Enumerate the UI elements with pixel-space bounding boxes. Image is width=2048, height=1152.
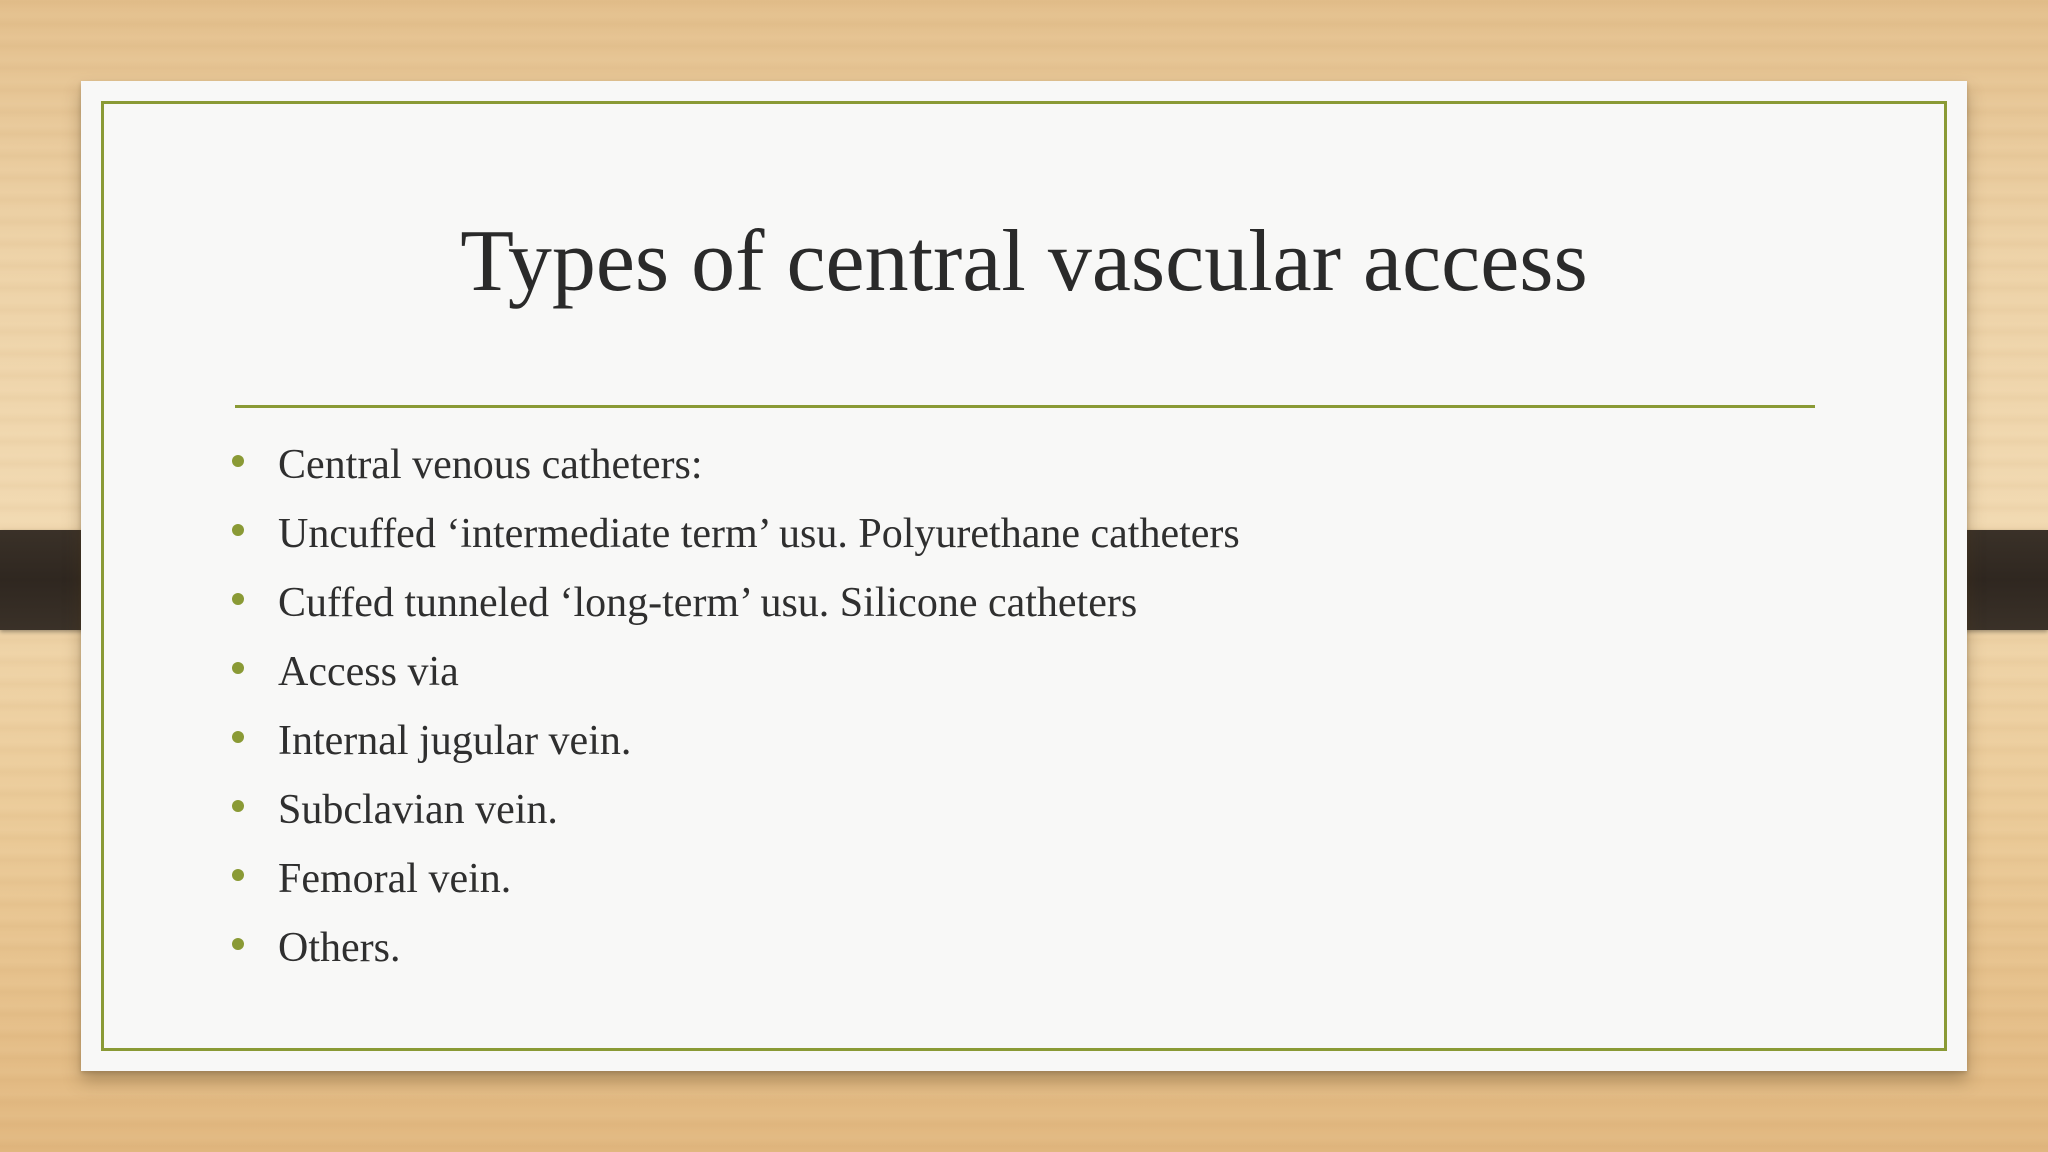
slide-title: Types of central vascular access [460,213,1588,310]
bullet-text: Access via [278,648,459,695]
bullet-text: Others. [278,924,401,971]
list-item [232,913,1240,982]
bullet-dot-icon [232,938,244,950]
list-item [232,637,1240,706]
bullet-dot-icon [232,800,244,812]
bullet-dot-icon [232,455,244,467]
bullet-text: Central venous catheters: [278,441,703,488]
bullet-dot-icon [232,731,244,743]
list-item [232,499,1240,568]
bullet-list [232,430,1240,982]
bullet-dot-icon [232,662,244,674]
list-item [232,844,1240,913]
bullet-dot-icon [232,524,244,536]
bullet-text: Cuffed tunneled ‘long-term’ usu. Silicone catheters [278,579,1138,626]
bullet-text: Femoral vein. [278,855,512,902]
bullet-text: Internal jugular vein. [278,717,632,764]
bullet-text: Uncuffed ‘intermediate term’ usu. Polyurethane catheters [278,510,1240,557]
list-item [232,775,1240,844]
list-item [232,568,1240,637]
bullet-dot-icon [232,593,244,605]
list-item [232,430,1240,499]
bullet-text: Subclavian vein. [278,786,558,833]
bullet-dot-icon [232,869,244,881]
title-divider [235,405,1815,408]
list-item [232,706,1240,775]
